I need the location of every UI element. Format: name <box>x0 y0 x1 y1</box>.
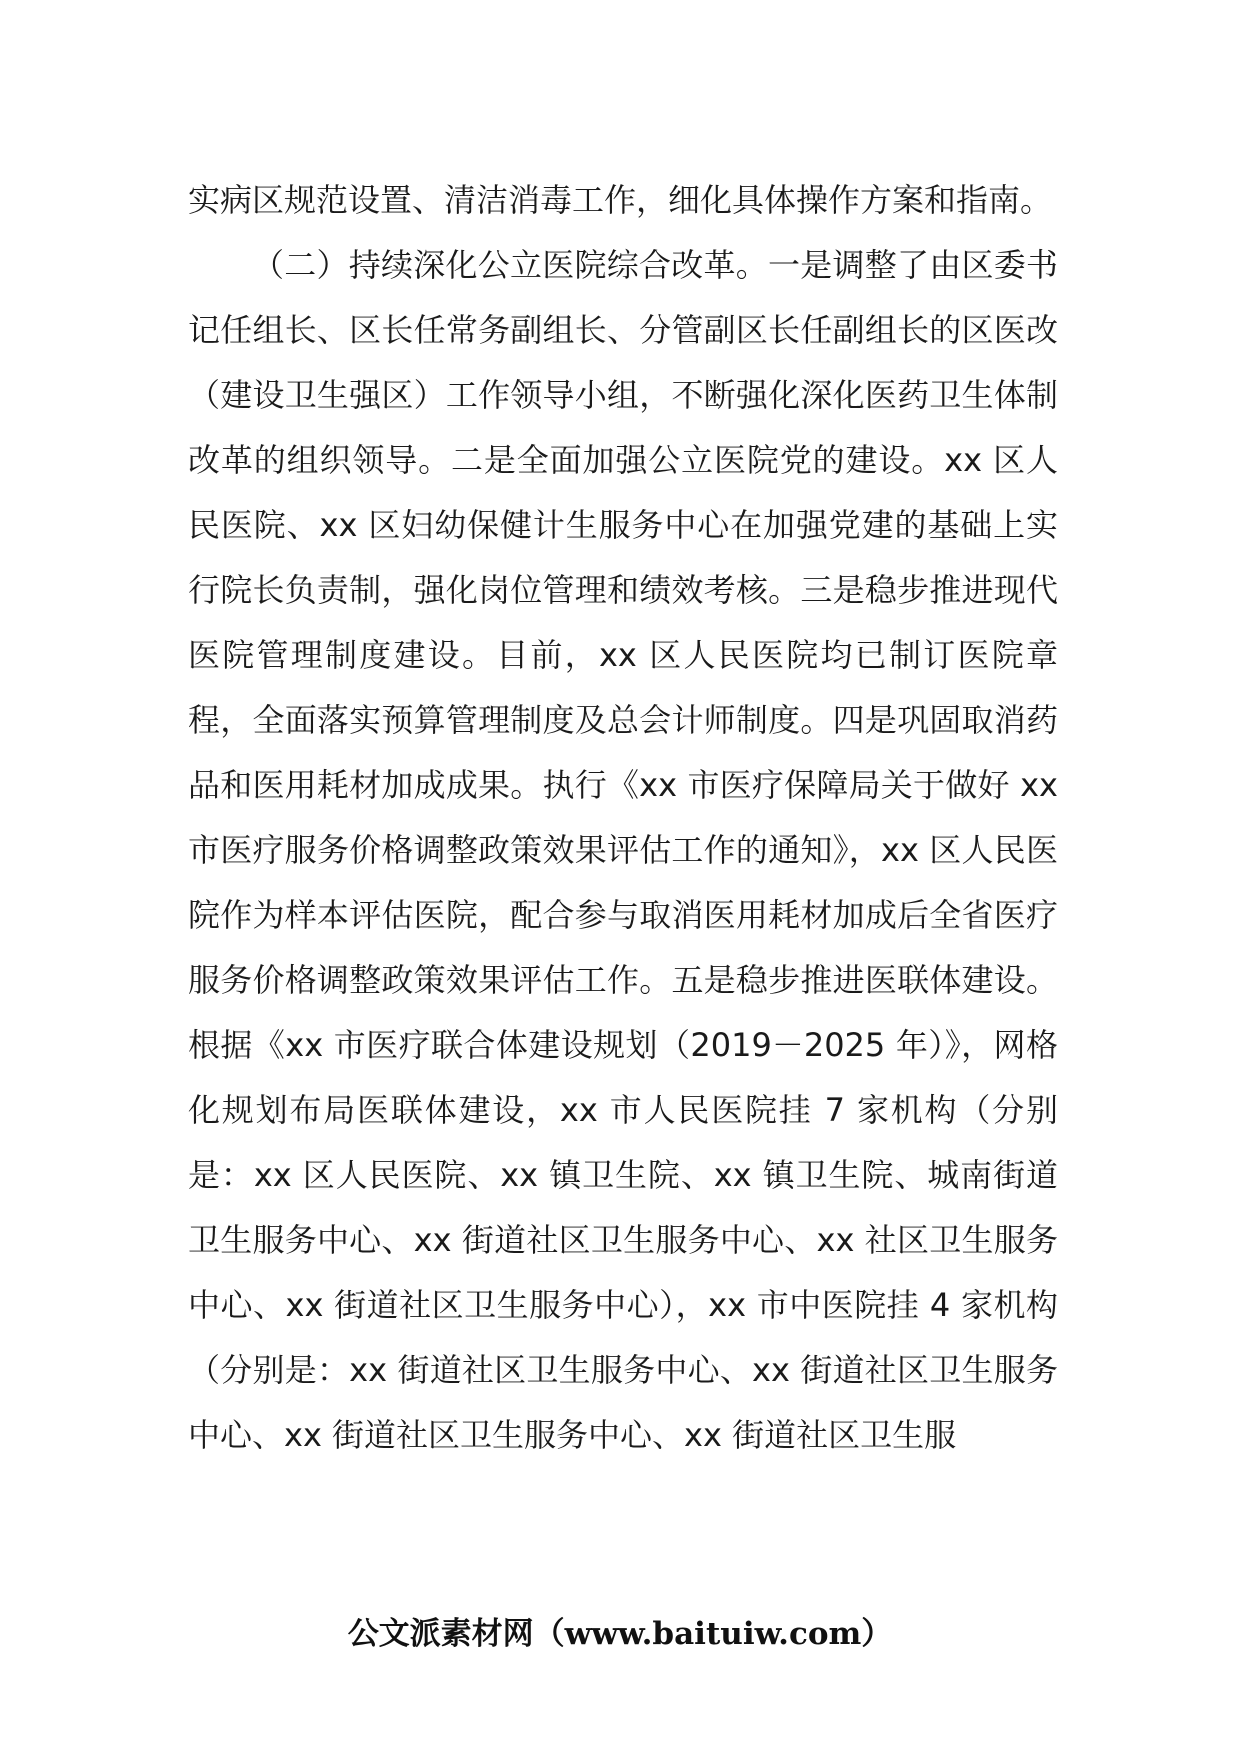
paragraph-continuation: 实病区规范设置、清洁消毒工作，细化具体操作方案和指南。 <box>188 181 1053 219</box>
document-body <box>188 168 1058 1468</box>
footer-watermark-text: 公文派素材网（www.baituiw.com） <box>347 1616 893 1652</box>
paragraph-hospital-reform: （二）持续深化公立医院综合改革。一是调整了由区委书记任组长、区长任常务副组长、分管副区长任副组长的区医改（建设卫生强区）工作领导小组，不断强化深化医药卫生体制改革的组织领导。二是全面加强公立医院党的建设。xx 区人民医院、xx 区妇幼保健计生服务中心在加强党建的基础上实行院长负责制，强化岗位管理和绩效考核。三是稳步推进现代医院管理制度建设。目前，xx 区人民医院均已制订医院章程，全面落实预算管理制度及总会计师制度。四是巩固取消药品和医用耗材加成成果。执行《xx 市医疗保障局关于做好 xx 市医疗服务价格调整政策效果评估工作的通知》，xx 区人民医院作为样本评估医院，配合参与取消医用耗材加成后全省医疗服务价格调整政策效果评估工作。五是稳步推进医联体建设。根据《xx 市医疗联合体建设规划（2019－2025 年）》，网格化规划布局医联体建设，xx 市人民医院挂 7 家机构（分别是：xx 区人民医院、xx 镇卫生院、xx 镇卫生院、城南街道卫生服务中心、xx 街道社区卫生服务中心、xx 社区卫生服务中心、xx 街道社区卫生服务中心），xx 市中医院挂 4 家机构（分别是：xx 街道社区卫生服务中心、xx 街道社区卫生服务中心、xx 街道社区卫生服务中心、xx 街道社区卫生服 <box>188 246 1058 1454</box>
